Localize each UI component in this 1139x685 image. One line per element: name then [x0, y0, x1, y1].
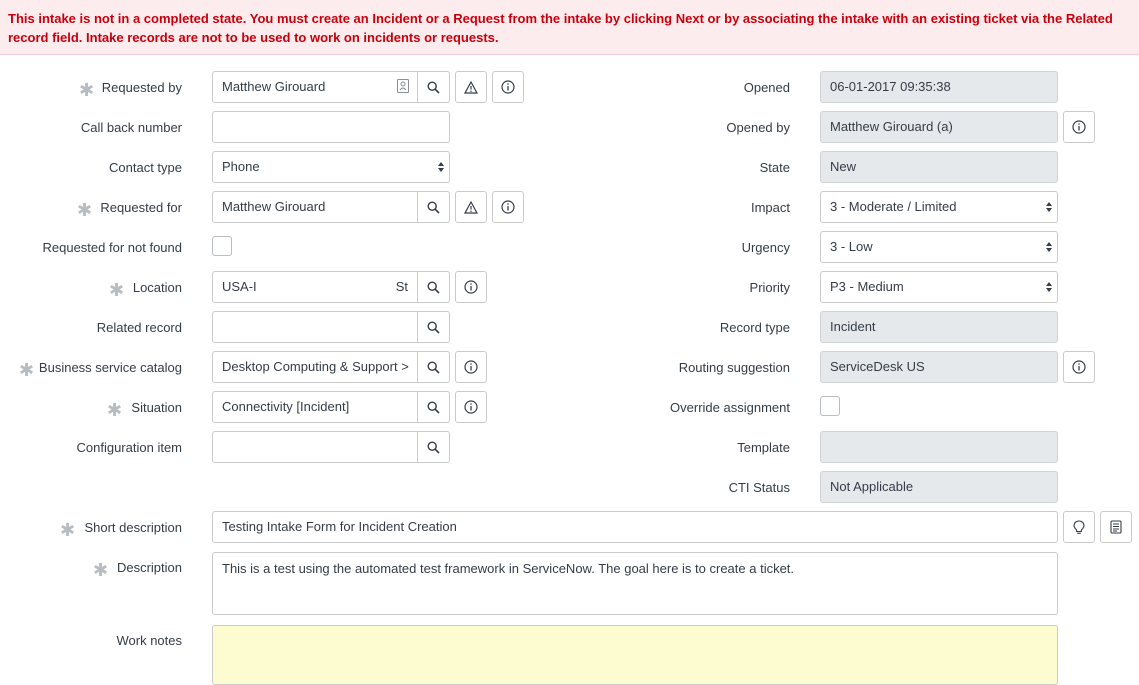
search-icon[interactable] [418, 71, 450, 103]
mandatory-icon: ✱ [79, 80, 95, 100]
impact-value: 3 - Moderate / Limited [830, 199, 957, 214]
location-label: Location [132, 280, 182, 295]
short-description-input[interactable]: Testing Intake Form for Incident Creation [212, 511, 1058, 543]
info-icon[interactable] [455, 351, 487, 383]
search-icon[interactable] [418, 311, 450, 343]
work-notes-textarea[interactable] [212, 625, 1058, 685]
related-record-label: Related record [96, 320, 182, 335]
requested-for-group [212, 191, 450, 223]
requested-for-not-found-label: Requested for not found [42, 240, 182, 255]
mandatory-icon: ✱ [60, 520, 76, 540]
search-icon[interactable] [418, 431, 450, 463]
location-group [212, 271, 450, 303]
business-service-label: Business service catalog [38, 360, 182, 375]
business-service-input[interactable]: Desktop Computing & Support > [212, 351, 418, 383]
situation-label: Situation [131, 400, 182, 415]
config-item-label: Configuration item [76, 440, 182, 455]
requested-by-group [212, 71, 450, 103]
warning-icon[interactable] [455, 191, 487, 223]
priority-value: P3 - Medium [830, 279, 904, 294]
select-caret-icon [437, 160, 445, 174]
location-input[interactable] [212, 271, 418, 303]
requested-by-label: Requested by [101, 80, 182, 95]
search-icon[interactable] [418, 351, 450, 383]
document-icon[interactable] [1100, 511, 1132, 543]
contact-card-icon[interactable] [397, 79, 409, 93]
cti-status-field: Not Applicable [820, 471, 1058, 503]
mandatory-icon: ✱ [107, 400, 123, 420]
state-label: State [759, 160, 790, 175]
urgency-select[interactable] [820, 231, 1058, 263]
select-caret-icon [1045, 280, 1053, 294]
requested-for-label: Requested for [100, 200, 182, 215]
override-assignment-label: Override assignment [670, 400, 790, 415]
record-type-label: Record type [719, 320, 790, 335]
mandatory-icon: ✱ [77, 200, 93, 220]
description-textarea[interactable]: This is a test using the automated test framework in ServiceNow. The goal here is to create a ticket. [212, 552, 1058, 615]
record-type-field: Incident [820, 311, 1058, 343]
opened-by-field: Matthew Girouard (a) [820, 111, 1058, 143]
location-value: USA-I [222, 279, 257, 294]
related-record-group [212, 311, 450, 343]
info-icon[interactable] [492, 191, 524, 223]
call-back-input[interactable] [212, 111, 450, 143]
select-caret-icon [1045, 240, 1053, 254]
template-field [820, 431, 1058, 463]
contact-type-label: Contact type [109, 160, 182, 175]
requested-for-not-found-checkbox[interactable] [212, 236, 232, 256]
urgency-label: Urgency [741, 240, 790, 255]
config-item-group [212, 431, 450, 463]
routing-suggestion-field: ServiceDesk US [820, 351, 1058, 383]
impact-label: Impact [750, 200, 790, 215]
related-record-input[interactable] [212, 311, 418, 343]
config-item-input[interactable] [212, 431, 418, 463]
situation-group [212, 391, 450, 423]
info-icon[interactable] [455, 391, 487, 423]
priority-label: Priority [749, 280, 790, 295]
urgency-value: 3 - Low [830, 239, 873, 254]
call-back-label: Call back number [80, 120, 182, 135]
work-notes-label: Work notes [116, 633, 182, 648]
info-icon[interactable] [492, 71, 524, 103]
business-service-group [212, 351, 450, 383]
priority-select[interactable] [820, 271, 1058, 303]
cti-status-label: CTI Status [728, 480, 790, 495]
requested-by-input[interactable] [212, 71, 418, 103]
state-field: New [820, 151, 1058, 183]
opened-label: Opened [743, 80, 790, 95]
search-icon[interactable] [418, 271, 450, 303]
contact-type-value: Phone [222, 159, 260, 174]
short-description-label: Short description [84, 520, 182, 535]
requested-for-input[interactable]: Matthew Girouard [212, 191, 418, 223]
template-label: Template [737, 440, 790, 455]
override-assignment-checkbox[interactable] [820, 396, 840, 416]
contact-type-select[interactable] [212, 151, 450, 183]
situation-input[interactable]: Connectivity [Incident] [212, 391, 418, 423]
opened-field: 06-01-2017 09:35:38 [820, 71, 1058, 103]
warning-icon[interactable] [455, 71, 487, 103]
description-label: Description [116, 560, 182, 575]
error-banner: This intake is not in a completed state. You must create an Incident or a Request from the intake by clicking Next or by associating the intake with an existing ticket via the Related record field. Intake records are not to be used to work on incidents or requests. [0, 0, 1139, 55]
mandatory-icon: ✱ [93, 560, 109, 580]
search-icon[interactable] [418, 391, 450, 423]
opened-by-label: Opened by [726, 120, 790, 135]
select-caret-icon [1045, 200, 1053, 214]
routing-suggestion-label: Routing suggestion [678, 360, 790, 375]
info-icon[interactable] [1063, 111, 1095, 143]
impact-select[interactable] [820, 191, 1058, 223]
info-icon[interactable] [1063, 351, 1095, 383]
requested-by-value: Matthew Girouard [222, 79, 326, 94]
info-icon[interactable] [455, 271, 487, 303]
mandatory-icon: ✱ [19, 360, 35, 380]
mandatory-icon: ✱ [109, 280, 125, 300]
search-icon[interactable] [418, 191, 450, 223]
location-suffix: St [395, 279, 408, 294]
lightbulb-icon[interactable] [1063, 511, 1095, 543]
